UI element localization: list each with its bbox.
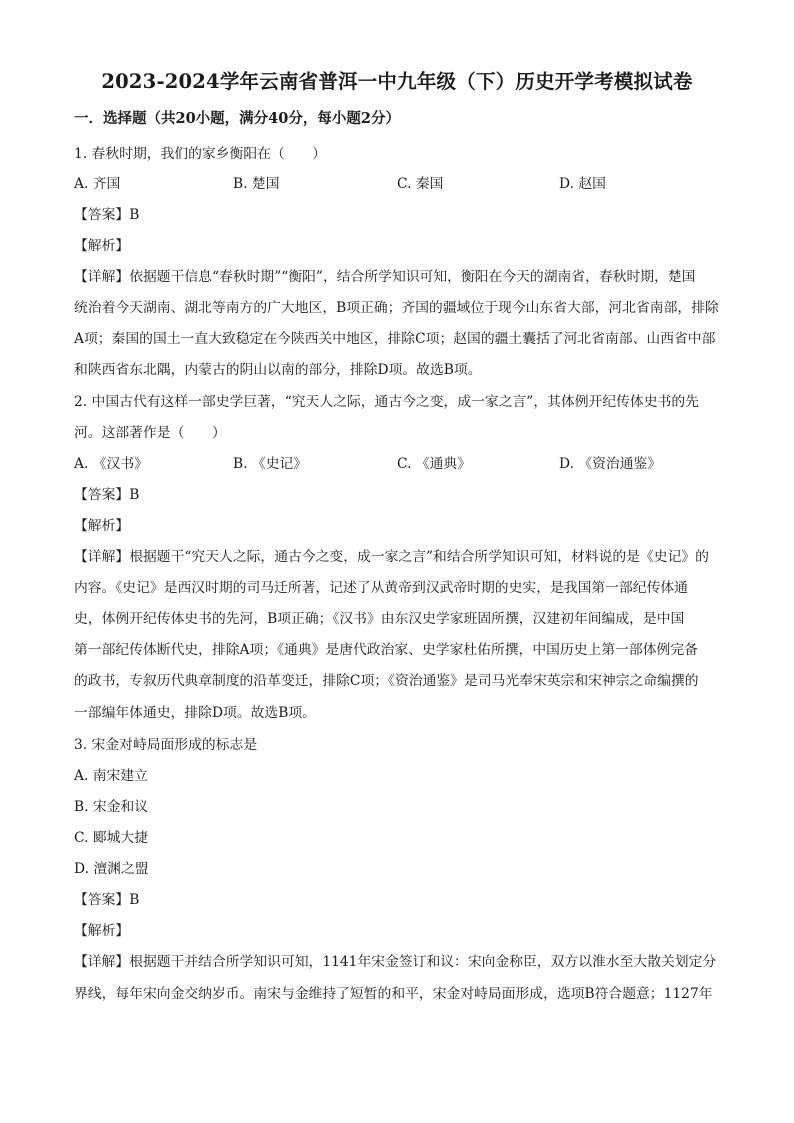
question-2-stem-line-1: 2. 中国古代有这样一部史学巨著，“究天人之际，通古今之变，成一家之言”，其体例开纪传体史书的先 xyxy=(74,394,699,410)
question-1-answer xyxy=(74,203,139,223)
question-1-option-d: D. 赵国 xyxy=(559,176,606,192)
question-2-detail-line-3: 史，体例开纪传体史书的先河，B项正确；《汉书》由东汉史学家班固所撰，汉建初年间编成，是中国 xyxy=(74,611,685,627)
detail-label: 【详解】 xyxy=(74,269,130,285)
answer-label: 【答案】 xyxy=(74,487,130,503)
question-1-detail-line-1 xyxy=(74,265,722,285)
question-2-detail-line-2: 内容。《史记》是西汉时期的司马迁所著，记述了从黄帝到汉武帝时期的史实，是我国第一部纪传体通 xyxy=(74,580,688,596)
question-2-detail-line-6: 一部编年体通史，排除D项。故选B项。 xyxy=(74,705,316,721)
answer-label: 【答案】 xyxy=(74,892,130,908)
question-1-detail-line-2: 统治着今天湖南、湖北等南方的广大地区，B项正确；齐国的疆域位于现今山东省大部，河北省南部，排除 xyxy=(74,300,719,316)
detail-text: 依据题干信息“春秋时期”“衡阳”，结合所学知识可知，衡阳在今天的湖南省，春秋时期，楚国 xyxy=(129,269,696,285)
question-1-option-b: B. 楚国 xyxy=(233,176,280,192)
question-3-option-c: C. 郾城大捷 xyxy=(74,830,149,846)
question-1-stem: 1. 春秋时期，我们的家乡衡阳在（ ） xyxy=(74,146,327,162)
question-2-stem-line-2: 河。这部著作是（ ） xyxy=(74,425,226,441)
answer-label: 【答案】 xyxy=(74,207,130,223)
answer-value: B xyxy=(129,892,140,908)
question-2-analysis-label: 【解析】 xyxy=(74,518,130,534)
question-2-detail-line-5: 的政书，专叙历代典章制度的沿革变迁，排除C项；《资治通鉴》是司马光奉宋英宗和宋神宗之命编撰的 xyxy=(74,673,699,689)
question-3-option-a: A. 南宋建立 xyxy=(74,768,148,784)
question-2-option-c: C. 《通典》 xyxy=(397,456,472,472)
question-1-detail-line-4: 和陕西省东北隅，内蒙古的阴山以南的部分，排除D项。故选B项。 xyxy=(74,362,482,378)
answer-value: B xyxy=(129,487,140,503)
detail-text: 根据题干“究天人之际，通古今之变，成一家之言”和结合所学知识可知，材料说的是《史记》的 xyxy=(129,549,709,565)
question-2-option-b: B. 《史记》 xyxy=(233,456,308,472)
question-2-detail-line-4: 第一部纪传体断代史，排除A项；《通典》是唐代政治家、史学家杜佑所撰，中国历史上第一部体例完备 xyxy=(74,642,698,658)
question-3-option-b: B. 宋金和议 xyxy=(74,799,149,815)
question-2-detail-line-1 xyxy=(74,545,709,565)
detail-label: 【详解】 xyxy=(74,549,130,565)
question-1-option-a: A. 齐国 xyxy=(74,176,121,192)
question-1-analysis-label: 【解析】 xyxy=(74,238,130,254)
detail-label: 【详解】 xyxy=(74,954,130,970)
answer-value: B xyxy=(129,207,140,223)
detail-text: 根据题干并结合所学知识可知，1141年宋金签订和议：宋向金称臣，双方以淮水至大散关划定分 xyxy=(129,954,717,970)
question-3-option-d: D. 澶渊之盟 xyxy=(74,861,149,877)
question-3-detail-line-1 xyxy=(74,950,716,970)
question-3-detail-line-2: 界线，每年宋向金交纳岁币。南宋与金维持了短暂的和平，宋金对峙局面形成，选项B符合题意；1127年 xyxy=(74,986,713,1002)
page-title: 2023-2024学年云南省普洱一中九年级（下）历史开学考模拟试卷 xyxy=(101,70,693,93)
question-3-answer xyxy=(74,888,139,908)
question-3-stem: 3. 宋金对峙局面形成的标志是 xyxy=(74,737,258,753)
question-2-option-a: A. 《汉书》 xyxy=(74,456,148,472)
section-heading: 一．选择题（共20小题，满分40分，每小题2分） xyxy=(74,110,400,127)
question-1-detail-line-3: A项；秦国的国土一直大致稳定在今陕西关中地区，排除C项；赵国的疆土囊括了河北省南部、山西省中部 xyxy=(74,331,716,347)
question-2-answer xyxy=(74,483,139,503)
question-3-analysis-label: 【解析】 xyxy=(74,923,130,939)
question-1-option-c: C. 秦国 xyxy=(397,176,444,192)
question-2-option-d: D. 《资治通鉴》 xyxy=(559,456,662,472)
